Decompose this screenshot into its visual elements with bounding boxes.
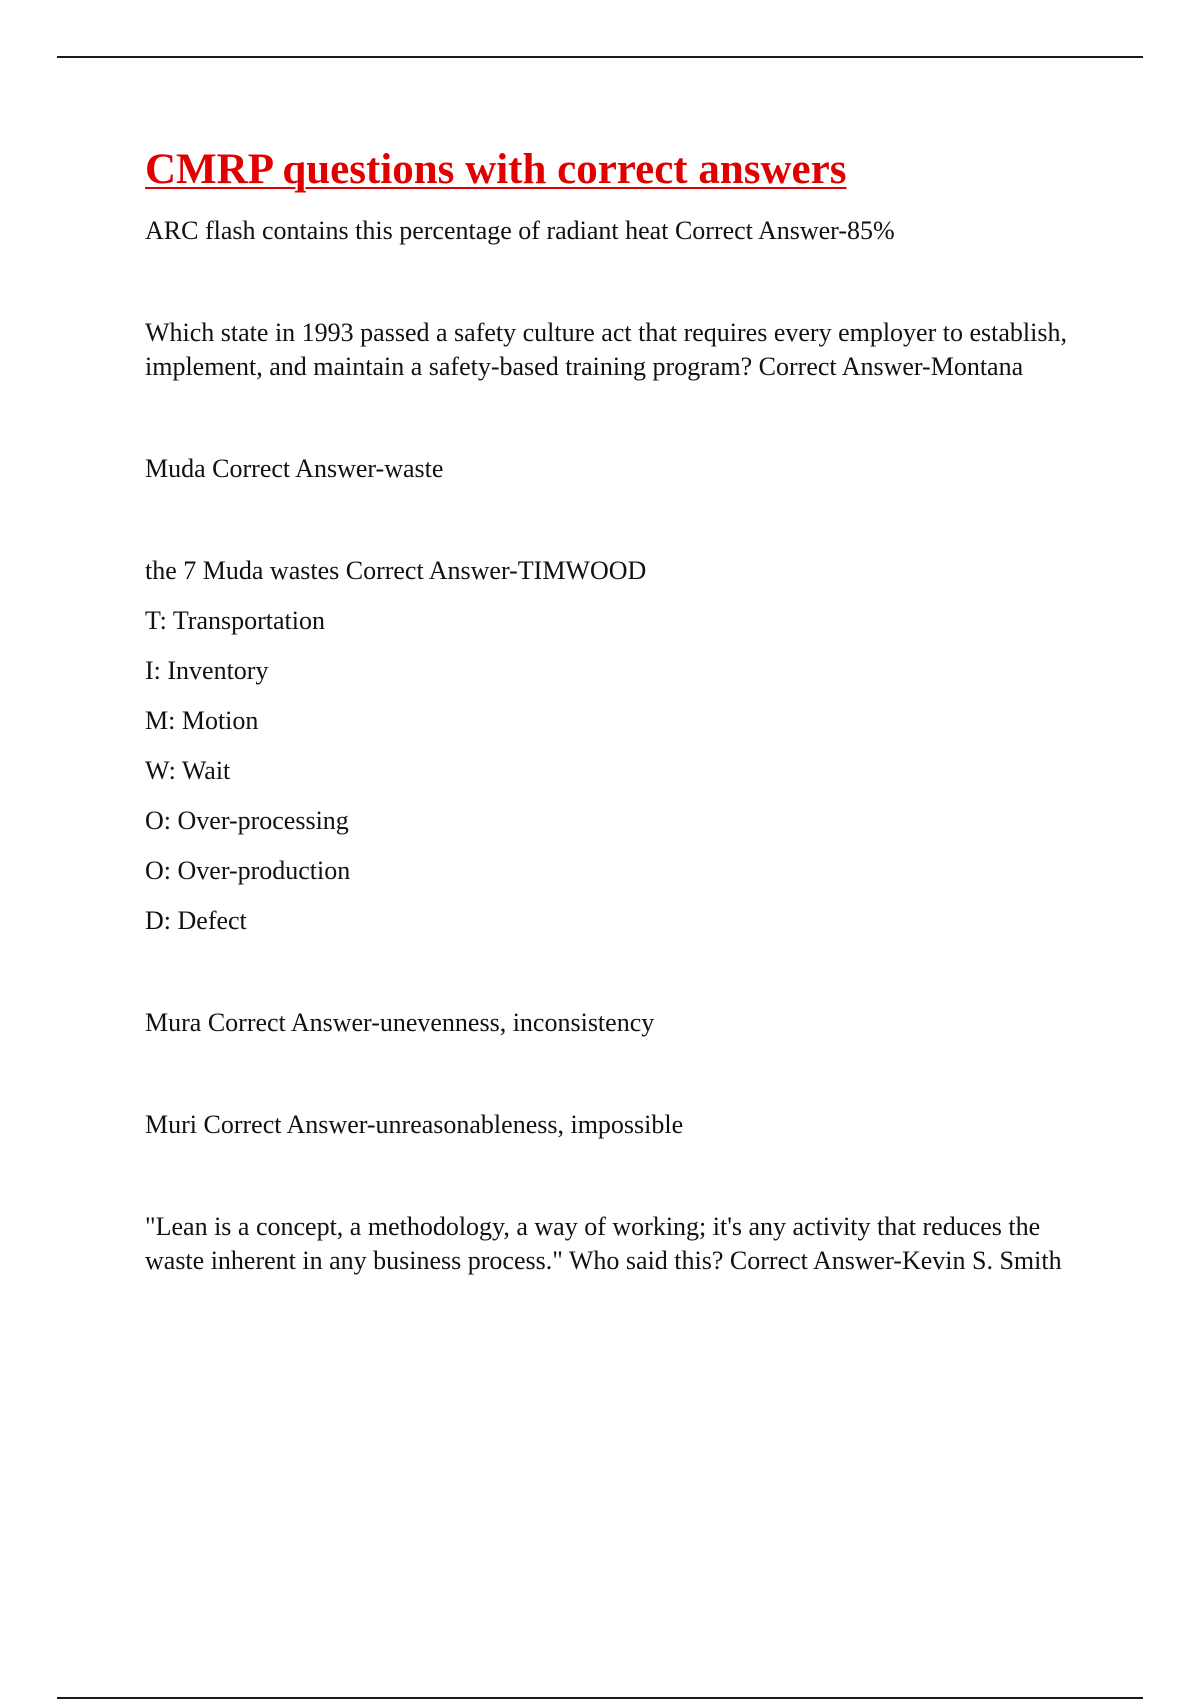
question-safety-culture-act: Which state in 1993 passed a safety culture act that requires every employer to establish, implement, and maintain a safety-based training program? Correct Answer-Montana <box>145 318 1067 381</box>
timwood-item: O: Over-production <box>145 856 351 885</box>
timwood-item: W: Wait <box>145 756 231 785</box>
question-mura: Mura Correct Answer-unevenness, inconsistency <box>145 1008 655 1037</box>
question-arc-flash: ARC flash contains this percentage of radiant heat Correct Answer-85% <box>145 216 895 245</box>
document-body <box>145 140 1090 1278</box>
timwood-item: M: Motion <box>145 706 259 735</box>
question-muda: Muda Correct Answer-waste <box>145 454 444 483</box>
top-rule <box>57 56 1143 58</box>
question-7-muda-wastes: the 7 Muda wastes Correct Answer-TIMWOOD <box>145 556 647 585</box>
question-muri: Muri Correct Answer-unreasonableness, impossible <box>145 1110 684 1139</box>
bottom-rule <box>57 1697 1143 1699</box>
page-title: CMRP questions with correct answers <box>145 146 847 193</box>
timwood-item: O: Over-processing <box>145 806 349 835</box>
question-lean-quote: "Lean is a concept, a methodology, a way of working; it's any activity that reduces the waste inherent in any business process." Who said this? Correct Answer-Kevin S. Smith <box>145 1212 1062 1275</box>
timwood-item: I: Inventory <box>145 656 269 685</box>
timwood-item: D: Defect <box>145 906 247 935</box>
timwood-item: T: Transportation <box>145 606 325 635</box>
